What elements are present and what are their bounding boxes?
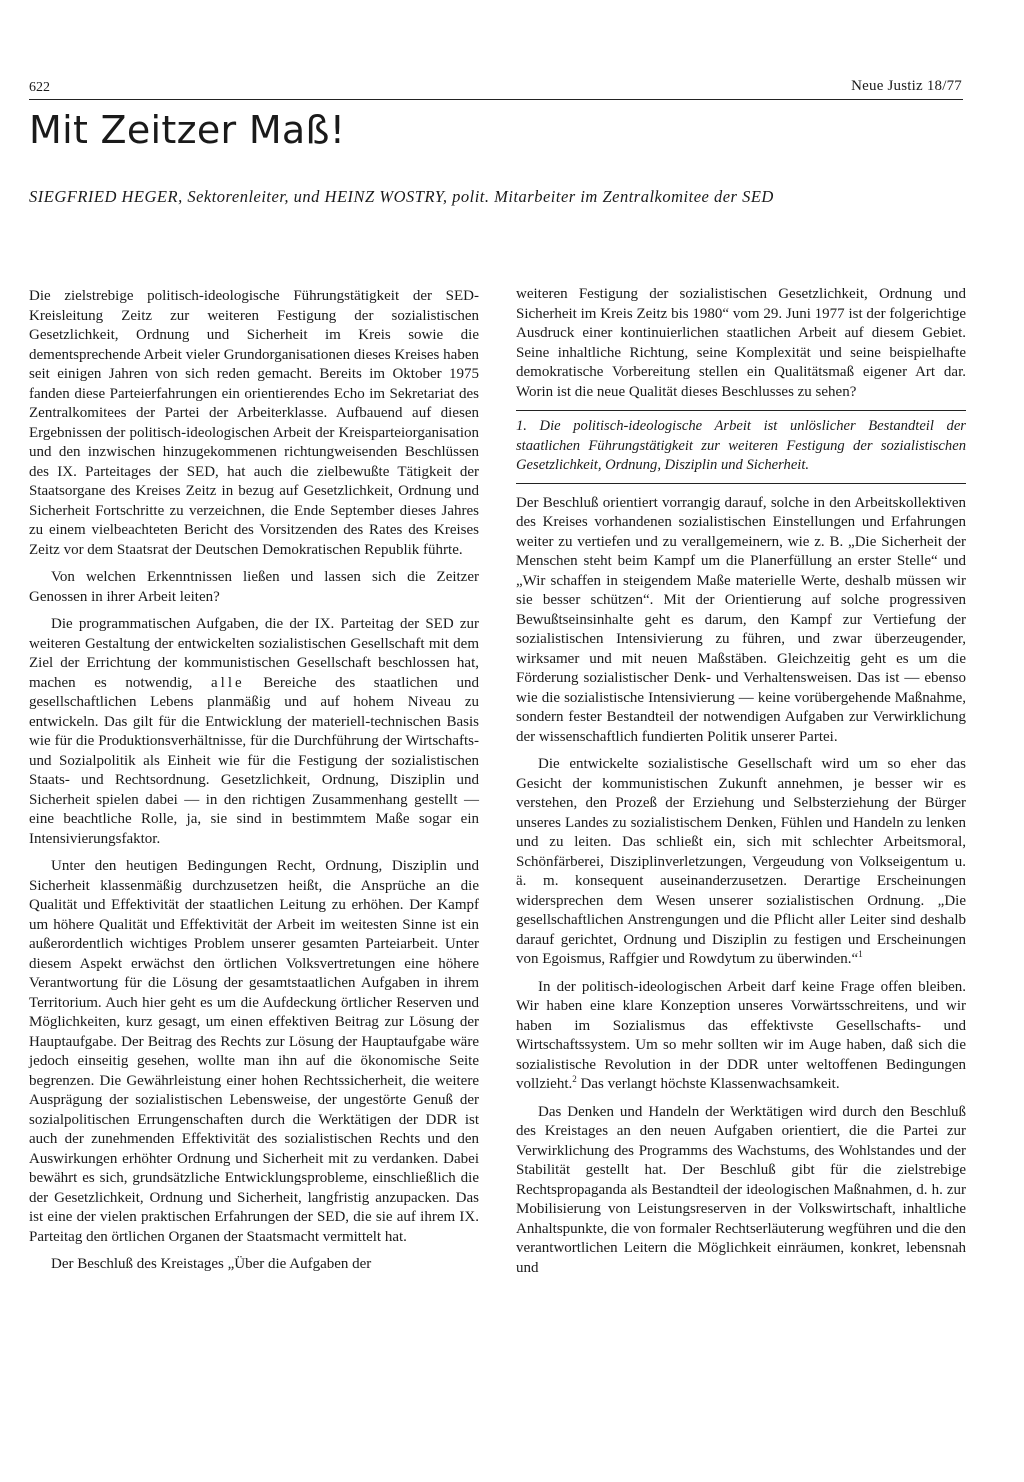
section-heading-box: 1. Die politisch-ideologische Arbeit ist unlöslicher Bestandteil der staatlichen Führungstätigkeit zur weiteren Festigung der sozialistischen Gesetzlichkeit, Ordnung, Disziplin und Sicherheit.	[516, 410, 966, 484]
paragraph: Der Beschluß des Kreistages „Über die Aufgaben der	[51, 1256, 372, 1272]
header-rule	[29, 99, 963, 100]
article-title: Mit Zeitzer Maß!	[29, 108, 346, 152]
text-run: Bereiche des staatlichen und gesellschaftlichen Lebens planmäßig und auf hohem Niveau zu entwickeln. Das gilt für die Entwicklung der materiell-technischen Basis wie für die Produktionsverhältnisse, für die Durchführung der Wirtschafts- und Sozialpolitik als Einheit wie für die Festigung der sozialistischen Staats- und Rechtsordnung. Gesetzlichkeit, Ordnung, Disziplin und Sicherheit spielen dabei — in den richtigen Zusammenhang gestellt — eine beachtliche Rolle, ja, sie sind in bestimmtem Maße sogar ein Intensivierungsfaktor.	[29, 674, 479, 847]
emphasized-word: alle	[211, 674, 245, 691]
text-run: Die programmatischen Aufgaben, die der IX. Parteitag der SED zur weiteren Gestaltung der entwickelten sozialistischen Gesellschaft mit dem Ziel der Errichtung der kommunistischen Gesellschaft beschlossen hat, machen es notwendig,	[29, 616, 479, 691]
paragraph: Von welchen Erkenntnissen ließen und lassen sich die Zeitzer Genossen in ihrer Arbeit leiten?	[29, 569, 479, 605]
article-byline: SIEGFRIED HEGER, Sektorenleiter, und HEINZ WOSTRY, polit. Mitarbeiter im Zentralkomitee der SED	[29, 187, 774, 206]
paragraph	[516, 755, 966, 970]
footnote-marker[interactable]: 1	[858, 949, 863, 959]
paragraph	[29, 615, 479, 849]
paragraph: Der Beschluß orientiert vorrangig darauf, solche in den Arbeitskollektiven des Kreises vorhandenen sozialistischen Einstellungen und Erfahrungen weiter zu vertiefen und zu verallgemeinern, wie z. B. „Die Sicherheit der Menschen steht beim Kampf um die Planerfüllung an erster Stelle“ und „Wir schaffen in steigendem Maße materielle Werte, deshalb müssen wir sie besser schützen“. Mit der Orientierung auf solche progressiven Bewußtseinsinhalte geht es darum, den Kampf zur Vertiefung der sozialistischen Intensivierung zu führen, und zwar überzeugender, wirksamer und mit neuen Maßstäben. Gleichzeitig geht es um die Förderung sozialistischer Denk- und Verhaltensweisen. Das ist — ebenso wie die sozialistische Intensivierung — keine vorübergehende Maßnahme, sondern fester Bestandteil der notwendigen Aufgaben zur Verwirklichung der wissenschaftlich fundierten Politik unserer Partei.	[516, 494, 966, 745]
paragraph	[516, 978, 966, 1095]
page-number: 622	[29, 80, 50, 95]
text-run: Das verlangt höchste Klassenwachsamkeit.	[576, 1076, 840, 1092]
paragraph: Unter den heutigen Bedingungen Recht, Ordnung, Disziplin und Sicherheit klassenmäßig durchzusetzen heißt, die Ansprüche an die Qualität und Effektivität der staatlichen Leitung zu erhöhen. Der Kampf um höhere Qualität und Effektivität der Arbeit im weitesten Sinne ist ein außerordentlich wichtiges Problem unserer gesamten Parteiarbeit. Unter diesem Aspekt erwächst den örtlichen Volksvertretungen eine höhere Verantwortung für die Lösung der gesamtstaatlichen Aufgaben in ihrem Territorium. Auch hier geht es um die Aufdeckung örtlicher Reserven und Möglichkeiten, kurz gesagt, um einen effektiven Beitrag zur Lösung der Hauptaufgabe. Der Beitrag des Rechts zur Lösung der Hauptaufgabe wäre jedoch einseitig gesehen, wollte man ihn auf die ökonomische Seite begrenzen. Die Gewährleistung einer hohen Rechtssicherheit, die weitere Ausprägung der sozialistischen Lebensweise, der ungestörte Genuß der sozialpolitischen Errungenschaften durch die Werktätigen der DDR ist auch der zunehmenden Effektivität des sozialistischen Rechts und den Auswirkungen erhöhter Ordnung und Sicherheit mit zu verdanken. Dabei bewährt es sich, grundsätzliche Entwicklungsprobleme, einschließlich die der Gesetzlichkeit, Ordnung und Sicherheit, langfristig anzupacken. Das ist eine der vielen praktischen Erfahrungen der SED, die sie auf ihrem IX. Parteitag den örtlichen Organen der Staatsmacht vermittelt hat.	[29, 858, 479, 1245]
paragraph: Das Denken und Handeln der Werktätigen wird durch den Beschluß des Kreistages an den neuen Aufgaben orientiert, die die Partei zur Verwirklichung des Programms des Wachstums, des Wohlstandes und der Stabilität gestellt hat. Der Beschluß gibt für die zielstrebige Rechtspropaganda als Bestandteil der ideologischen Maßnahmen, d. h. zur Mobilisierung von Leistungsreserven in der Volkswirtschaft, inhaltliche Anhaltspunkte, die von formaler Rechtserläuterung wegführen und die den verantwortlichen Leitern die Möglichkeit einräumen, konkret, lebensnah und	[516, 1103, 966, 1276]
paragraph: weiteren Festigung der sozialistischen Gesetzlichkeit, Ordnung und Sicherheit im Kreis Zeitz bis 1980“ vom 29. Juni 1977 ist der folgerichtige Ausdruck einer kontinuierlichen staatlichen Arbeit auf diesem Gebiet. Seine inhaltliche Richtung, seine Komplexität und seine beispielhafte demokratische Vorbereitung stellen ein Qualitätsmaß eigener Art dar. Worin ist die neue Qualität dieses Beschlusses zu sehen?	[516, 286, 966, 400]
footnote-marker[interactable]: 2	[572, 1074, 577, 1084]
text-run: Die entwickelte sozialistische Gesellschaft wird um so eher das Gesicht der kommunistischen Zukunft annehmen, je besser wir es verstehen, den Prozeß der Erziehung und Selbsterziehung der Bürger unseres Landes zu sozialistischem Denken, Fühlen und Handeln zu lenken und zu leiten. Das schließt ein, sich mit schlechter Arbeitsmoral, Schönfärberei, Disziplinverletzungen, Vergeudung von Volkseigentum u. ä. m. konsequent auseinanderzusetzen. Derartige Erscheinungen widersprechen dem Wesen unserer sozialistischen Ordnung. „Die gesellschaftlichen Anstrengungen und die Pflicht aller Leiter sind deshalb darauf gerichtet, Ordnung und Disziplin zu festigen und Erscheinungen von Egoismus, Raffgier und Rowdytum zu überwinden.“	[516, 756, 966, 967]
right-column	[516, 285, 966, 1286]
journal-reference: Neue Justiz 18/77	[851, 78, 962, 94]
left-column	[29, 287, 479, 1283]
paragraph: Die zielstrebige politisch-ideologische Führungstätigkeit der SED-Kreisleitung Zeitz zur weiteren Festigung der sozialistischen Gesetzlichkeit, Ordnung und Sicherheit im Kreis sowie die dementsprechende Arbeit vieler Grundorganisationen dieses Kreises haben seit einigen Jahren von sich reden gemacht. Bereits im Oktober 1975 fanden diese Parteierfahrungen ein orientierendes Echo im Sekretariat des Zentralkomitees der Partei der Arbeiterklasse. Aufbauend auf diesen Ergebnissen der politisch-ideologischen Arbeit der Kreisparteiorganisation und den inzwischen hinzugekommenen richtungweisenden Beschlüssen des IX. Parteitages der SED, hat auch die zielbewußte Tätigkeit der Staatsorgane des Kreises Zeitz in bezug auf Gesetzlichkeit, Ordnung und Sicherheit Fortschritte zu verzeichnen, die Ende September dieses Jahres zu einem vielbeachteten Bericht des Vorsitzenden des Rates des Kreises Zeitz vor dem Staatsrat der Deutschen Demokratischen Republik führte.	[29, 288, 479, 558]
text-run: In der politisch-ideologischen Arbeit darf keine Frage offen bleiben. Wir haben eine klare Konzeption unseres Vorwärtsschreitens, und wir haben im Sozialismus das effektivste Gesellschafts- und Wirtschaftssystem. Um so mehr sollten wir im Auge haben, daß sich die sozialistische Revolution in der DDR unter weltoffenen Bedingungen vollzieht.	[516, 978, 966, 1092]
